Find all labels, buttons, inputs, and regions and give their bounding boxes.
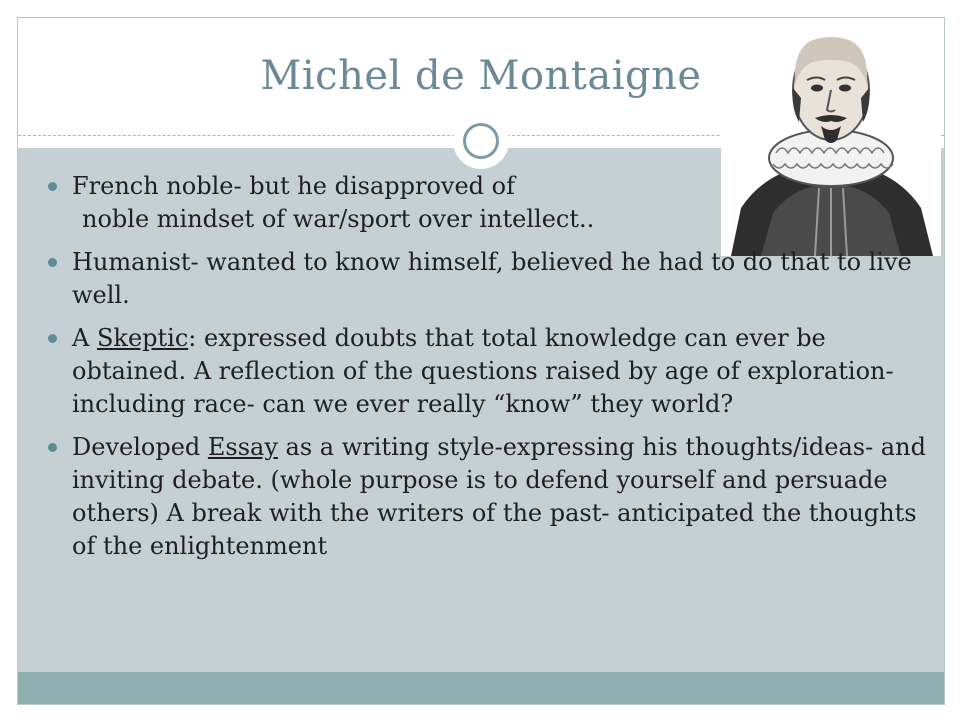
bullet-item [70,170,930,236]
bullet-item [70,322,930,421]
skeptic-term: Skeptic [96,324,189,352]
slide-title: Michel de Montaigne [260,53,702,99]
footer-band [18,672,944,704]
bullet-text-lead: Developed [72,433,208,461]
bullet-dot-icon [48,258,57,267]
bullet-text-rest: : expressed doubts that total knowledge can ever be obtained. A reflection of the questions raised by age of exploration- including race- can we ever really “know” they world? [72,324,894,418]
bullet-text-lead: A [72,324,97,352]
bullet-text: Humanist- wanted to know himself, believed he had to do that to live well. [72,248,912,309]
bullet-text-rest: as a writing style-expressing his thoughts/ideas- and inviting debate. (whole purpose is to defend yourself and persuade others) A break with the writers of the past- anticipated the thoughts of the enlightenment [72,433,926,560]
bullet-text [72,322,930,421]
bullet-item [70,246,930,312]
bullet-dot-icon [48,443,57,452]
slide [17,17,945,705]
bullet-text [72,431,930,563]
divider-ring-icon [453,113,509,169]
bullet-continuation: noble mindset of war/sport over intellect.. [82,205,595,233]
essay-term: Essay [207,433,278,461]
bullet-dot-icon [48,334,57,343]
bullet-text: French noble- but he disapproved of [72,172,515,200]
bullet-dot-icon [48,182,57,191]
bullet-item [70,431,930,563]
bullet-list [70,170,930,573]
